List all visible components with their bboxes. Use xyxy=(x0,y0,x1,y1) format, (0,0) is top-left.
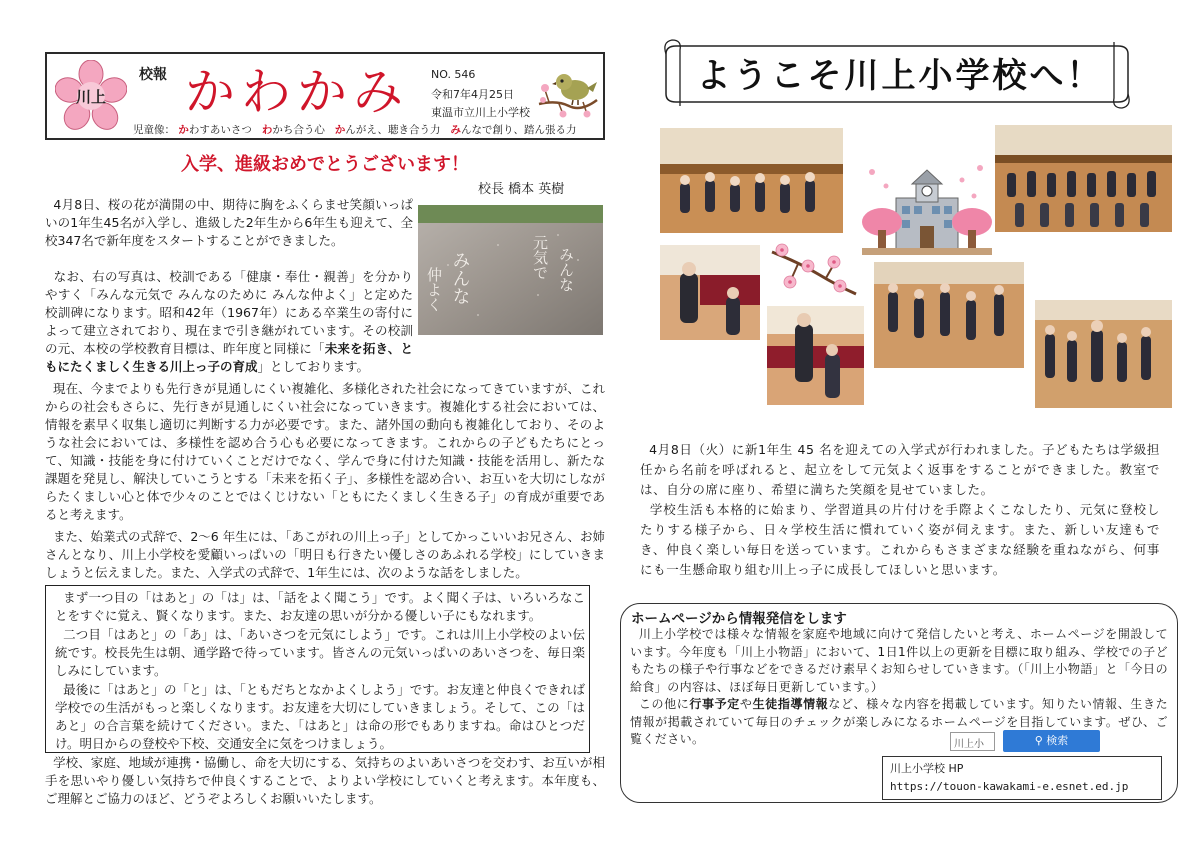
homepage-paragraph-2: この他に行事予定や生徒指導情報など、様々な内容を掲載しています。知りたい情報、生きた情報が掲載されていて毎日のチェックが楽しみになるホームページを目指しています。ぜひ、ご覧ください。 xyxy=(630,697,1169,746)
ceremony-photo-2 xyxy=(995,125,1172,232)
url-label: 川上小学校 HP xyxy=(890,762,964,775)
search-input[interactable]: 川上小 xyxy=(950,732,995,751)
issue-number: NO. 546 xyxy=(431,68,476,81)
article-paragraph-2: なお、右の写真は、校訓である「健康・奉仕・親善」を分かりやすく「みんな元気で みんなのために みんな仲よく」と定めた校訓碑になります。昭和42年（1967年）にある卒業生の寄付によって建立されており、現在まで引き継がれています。その校訓の元、本校の学校教育目標は、昨年度と同様に「未来を拓き、ともにたくましく生きる川上っ子の育成」としております。 xyxy=(45,269,413,374)
motto-prefix: 児童像： xyxy=(133,124,175,136)
school-name: 東温市立川上小学校 xyxy=(431,106,530,119)
article-paragraph-5: 学校、家庭、地域が連携・協働し、命を大切にする、気持ちのよいあいさつを交わす、お互いが相手を思いやり優しい気持ちで仲良くすることで、よりよい学校にしていくと考えます。本年度も、ご理解とご協力のほど、どうぞよろしくお願いいたします。 xyxy=(45,755,605,806)
search-button[interactable] xyxy=(1003,730,1100,752)
cherry-blossom-icon xyxy=(768,242,858,300)
emblem-text: 川上 xyxy=(75,88,107,106)
article-paragraph-4: また、始業式の式辞で、2～6 年生には、「あこがれの川上っ子」としてかっこいいお兄さん、お姉さんとなり、川上小学校を愛顧いっぱいの「明日も行きたい優しさのあふれる学校」にしていきましょうと伝えました。また、入学式の式辞で、1年生には、次のような話をしました。 xyxy=(45,529,605,580)
issue-date: 令和7年4月25日 xyxy=(431,88,514,101)
homepage-url-box xyxy=(882,756,1162,800)
speech-quote-1: まず一つ目の「はあと」の「は」は、「話をよく聞こう」です。よく聞く子は、いろいろなことをすぐに覚え、賢くなります。また、お友達の思いが分かる優しい子にもなれます。 xyxy=(55,590,585,623)
search-icon: ⚲ xyxy=(1034,734,1043,747)
ceremony-photo-6 xyxy=(1035,300,1172,408)
school-motto: 児童像： かわすあいさつ わかち合う心 かんがえ、聴き合う力 みんなで創り、踏ん張る力 xyxy=(133,124,577,136)
ceremony-photo-4 xyxy=(767,306,864,405)
homepage-url-link[interactable]: https://touon-kawakami-e.esnet.ed.jp xyxy=(890,780,1129,793)
ceremony-photo-1 xyxy=(660,128,843,233)
search-button-label: 検索 xyxy=(1046,734,1069,747)
monument-text-2: 元気で xyxy=(531,235,549,280)
monument-text-1: みんな xyxy=(557,247,575,292)
speech-quote-3: 最後に「はあと」の「と」は、「ともだちとなかよくしよう」です。お友達と仲良くできれば学校での生活がもっと楽しくなります。お友達を大切にしていきましょう。そして、この「はあと」の合言葉を続けてください。また、「はあと」は命の形でもありますね。命はひとつだけ。明日からの登校や下校、交通安全に気をつけましょう。 xyxy=(55,682,585,751)
welcome-paragraph-2: 学校生活も本格的に始まり、学習道具の片付けを手際よくこなしたり、元気に登校したりする様子から、日々学校生活に慣れていく姿が伺えます。また、新しい友達もでき、仲良く楽しい毎日を送っています。これからもさまざまな経験を重ねながら、何事にも一生懸命取り組む川上っ子に成長してほしいと思います。 xyxy=(640,502,1160,577)
welcome-paragraphs xyxy=(640,440,1160,580)
ceremony-photo-5 xyxy=(874,262,1024,368)
welcome-paragraph-1: 4月8日（火）に新1年生 45 名を迎えての入学式が行われました。子どもたちは学級担任から名前を呼ばれると、起立をして元気よく返事をすることができました。教室では、自分の席に座り、希望に満ちた笑顔を見せていました。 xyxy=(640,442,1160,497)
paper-label: 校報 xyxy=(139,67,167,83)
speech-quote-2: 二つ目「はあと」の「あ」は、「あいさつを元気にしよう」です。これは川上小学校のよい伝統です。校長先生は朝、通学路で待っています。皆さんの元気いっぱいのあいさつを、毎日楽しみにしています。 xyxy=(55,627,585,678)
school-building-icon xyxy=(862,160,992,255)
article-paragraph-1: 4月8日、桜の花が満開の中、期待に胸をふくらませ笑顔いっぱいの1年生45名が入学し、進級した2年生から6年生も迎えて、全校347名で新年度をスタートすることができました。 xyxy=(45,197,413,248)
masthead xyxy=(45,52,605,140)
welcome-title: ようこそ川上小学校へ！ xyxy=(696,56,1104,96)
school-emblem-icon xyxy=(55,60,127,132)
article-author: 校長 橋本 英樹 xyxy=(478,182,565,197)
monument-text-4: 仲よく xyxy=(425,267,443,312)
homepage-title: ホームページから情報発信をします xyxy=(631,611,847,627)
monument-text-3: みんな xyxy=(449,251,471,305)
article-paragraph-3: 現在、今までよりも先行きが見通しにくい複雑化、多様化された社会になってきていますが、これからの社会もさらに、先行きが見通しにくい社会になっていきます。複雑化する社会においては、情報を素早く収集し適切に判断する力が必要です。また、諸外国の動向も複雑化しており、そのような社会においては、多様性を認め合う心も必要になってきます。これからの子どもたちにとって、知識・技能を身に付けていくことだけでなく、学んで身に付けた知識・技能を活用し、新たな課題を発見し、解決していこうとする「未来を拓く子」、多様性を認め合い、お互いを大切にしながらたくましい心と体で少々のことではくじけない「ともにたくましく生きる子」の育成が重要であると考えます。 xyxy=(45,381,605,522)
homepage-paragraph-1: 川上小学校では様々な情報を家庭や地域に向けて発信したいと考え、ホームページを開設しています。今年度も「川上小物語」において、1日1件以上の更新を目標に取り組み、学校での子どもたちの様子や行事などをできるだけ素早くお知らせしていきます。（「川上小物語」と「今日の給食」の内容は、ほぼ毎日更新しています。） xyxy=(630,627,1168,694)
bird-on-branch-icon xyxy=(537,60,599,118)
paper-title: かわかみ xyxy=(185,63,409,121)
article-headline: 入学、進級おめでとうございます！ xyxy=(181,154,469,175)
motto-monument-photo xyxy=(418,205,603,335)
ceremony-photo-3 xyxy=(660,245,760,340)
